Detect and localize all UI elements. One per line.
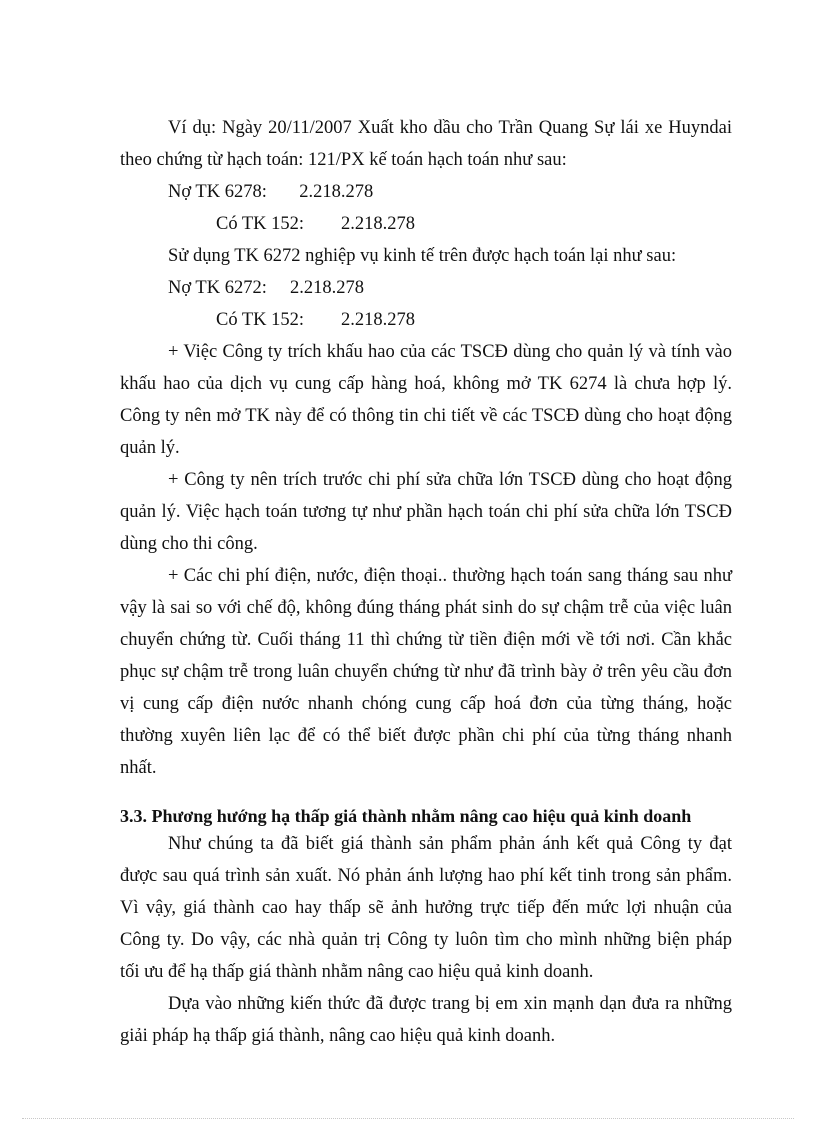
bullet1-line: quản lý. bbox=[120, 438, 180, 458]
bullet2-line: dùng cho thi công. bbox=[120, 534, 258, 554]
example-intro-2: Sử dụng TK 6272 nghiệp vụ kinh tế trên được hạch toán lại như sau: bbox=[168, 246, 677, 266]
entry1-debit: Nợ TK 6278: 2.218.278 bbox=[168, 182, 374, 202]
entry2-debit: Nợ TK 6272: 2.218.278 bbox=[168, 278, 364, 298]
bullet1-line: Công ty nên mở TK này để có thông tin chi tiết về các TSCĐ dùng cho hoạt động bbox=[120, 406, 732, 426]
page-bottom-divider bbox=[22, 1118, 794, 1119]
bullet3-line: nhất. bbox=[120, 758, 157, 778]
example-line-2: theo chứng từ hạch toán: 121/PX kế toán hạch toán như sau: bbox=[120, 150, 567, 170]
bullet3-line: vậy là sai so với chế độ, không đúng tháng phát sinh do sự chậm trễ của việc luân bbox=[120, 598, 732, 618]
paragraph2-line: giải pháp hạ thấp giá thành, nâng cao hiệu quả kinh doanh. bbox=[120, 1026, 556, 1046]
bullet2-line: quản lý. Việc hạch toán tương tự như phần hạch toán chi phí sửa chữa lớn TSCĐ bbox=[120, 502, 732, 522]
bullet3-line: + Các chi phí điện, nước, điện thoại.. thường hạch toán sang tháng sau như bbox=[168, 566, 732, 586]
paragraph1-line: Như chúng ta đã biết giá thành sản phẩm phản ánh kết quả Công ty đạt bbox=[168, 834, 732, 854]
paragraph1-line: được sau quá trình sản xuất. Nó phản ánh lượng hao phí kết tinh trong sản phẩm. bbox=[120, 866, 732, 886]
entry1-credit: Có TK 152: 2.218.278 bbox=[216, 214, 416, 234]
bullet1-line: + Việc Công ty trích khấu hao của các TSCĐ dùng cho quản lý và tính vào bbox=[168, 342, 732, 362]
bullet3-line: thường xuyên liên lạc để có thể biết được phần chi phí của từng tháng nhanh bbox=[120, 726, 732, 746]
bullet3-line: chuyển chứng từ. Cuối tháng 11 thì chứng từ tiền điện mới về tới nơi. Cần khắc bbox=[120, 630, 732, 650]
paragraph1-line: Vì vậy, giá thành cao hay thấp sẽ ảnh hưởng trực tiếp đến mức lợi nhuận của bbox=[120, 898, 732, 918]
bullet2-line: + Công ty nên trích trước chi phí sửa chữa lớn TSCĐ dùng cho hoạt động bbox=[168, 470, 732, 490]
bullet3-line: phục sự chậm trễ trong luân chuyển chứng từ như đã trình bày ở trên yêu cầu đơn bbox=[120, 662, 732, 682]
entry2-credit: Có TK 152: 2.218.278 bbox=[216, 310, 416, 330]
bullet1-line: khấu hao của dịch vụ cung cấp hàng hoá, không mở TK 6274 là chưa hợp lý. bbox=[120, 374, 732, 394]
paragraph2-line: Dựa vào những kiến thức đã được trang bị em xin mạnh dạn đưa ra những bbox=[168, 994, 732, 1014]
section-heading: 3.3. Phương hướng hạ thấp giá thành nhằm nâng cao hiệu quả kinh doanh bbox=[120, 806, 692, 826]
paragraph1-line: tối ưu để hạ thấp giá thành nhằm nâng cao hiệu quả kinh doanh. bbox=[120, 962, 594, 982]
bullet3-line: vị cung cấp điện nước nhanh chóng cung cấp hoá đơn của từng tháng, hoặc bbox=[120, 694, 732, 714]
paragraph1-line: Công ty. Do vậy, các nhà quản trị Công ty luôn tìm cho mình những biện pháp bbox=[120, 930, 732, 950]
example-line-1: Ví dụ: Ngày 20/11/2007 Xuất kho dầu cho Trần Quang Sự lái xe Huyndai bbox=[168, 118, 732, 138]
